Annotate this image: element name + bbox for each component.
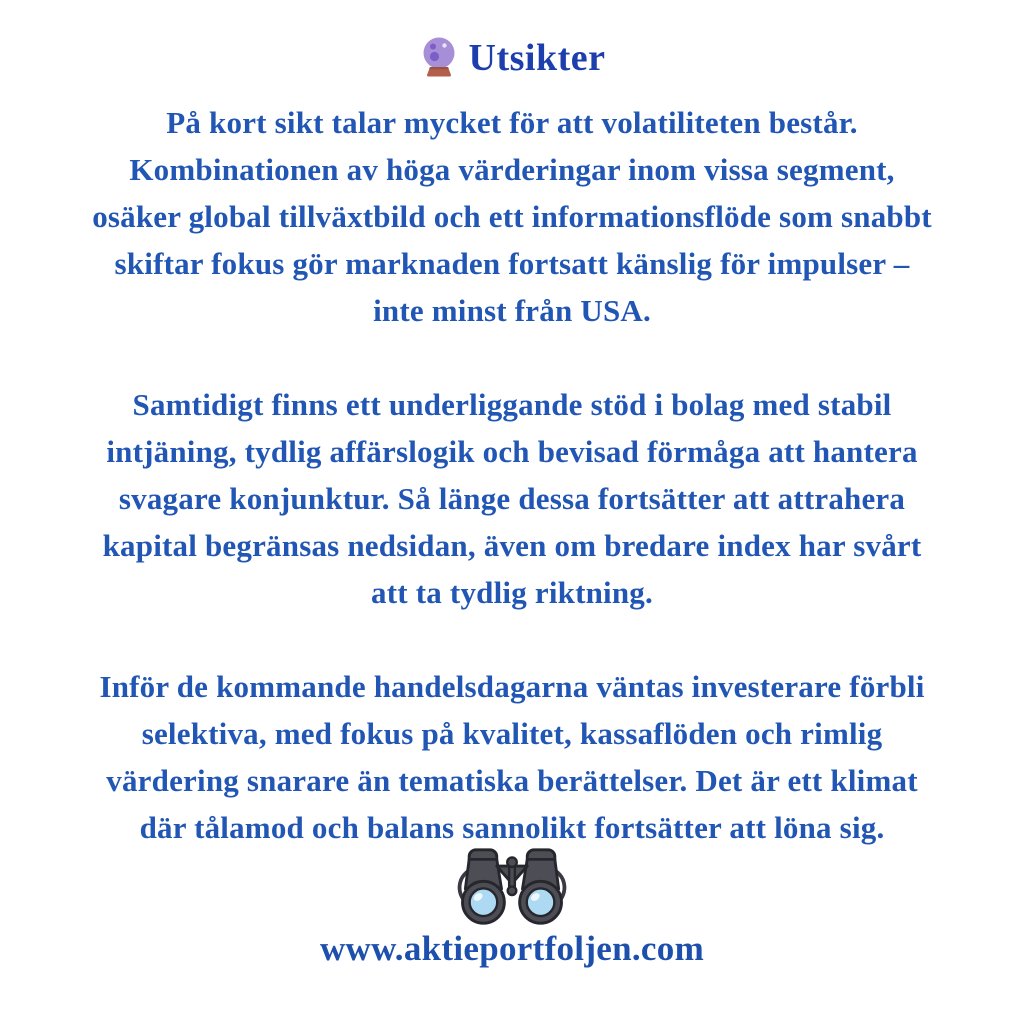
paragraph-line: kapital begränsas nedsidan, även om bredare index har svårt	[102, 528, 922, 563]
website-url: www.aktieportfoljen.com	[319, 929, 705, 968]
paragraph-1	[22, 99, 1002, 334]
paragraph-line: svagare konjunktur. Så länge dessa fortsätter att attrahera	[118, 481, 906, 516]
paragraph-line: På kort sikt talar mycket för att volatiliteten består.	[166, 105, 858, 140]
paragraph-line: osäker global tillväxtbild och ett informationsflöde som snabbt	[92, 199, 932, 234]
paragraph-line: där tålamod och balans sannolikt fortsätter att löna sig.	[139, 810, 885, 845]
paragraph-line: värdering snarare än tematiska berättelser. Det är ett klimat	[106, 763, 918, 798]
paragraph-line: Samtidigt finns ett underliggande stöd i bolag med stabil	[132, 387, 892, 422]
body-text	[22, 99, 1002, 851]
paragraph-line: Inför de kommande handelsdagarna väntas investerare förbli	[99, 669, 925, 704]
binoculars-icon	[453, 847, 571, 927]
header	[0, 0, 1024, 82]
paragraph-line: Kombinationen av höga värderingar inom vissa segment,	[129, 152, 895, 187]
paragraph-line: intjäning, tydlig affärslogik och bevisad förmåga att hantera	[106, 434, 918, 469]
paragraph-2	[22, 381, 1002, 616]
paragraph-line: selektiva, med fokus på kvalitet, kassaflöden och rimlig	[141, 716, 883, 751]
paragraph-3	[22, 663, 1002, 851]
paragraph-line: att ta tydlig riktning.	[371, 575, 653, 610]
paragraph-line: inte minst från USA.	[373, 293, 651, 328]
footer	[0, 929, 1024, 969]
paragraph-line: skiftar fokus gör marknaden fortsatt känslig för impulser –	[114, 246, 910, 281]
page-title: Utsikter	[468, 37, 606, 79]
footer-illustration	[0, 847, 1024, 927]
crystal-ball-icon	[419, 36, 459, 80]
